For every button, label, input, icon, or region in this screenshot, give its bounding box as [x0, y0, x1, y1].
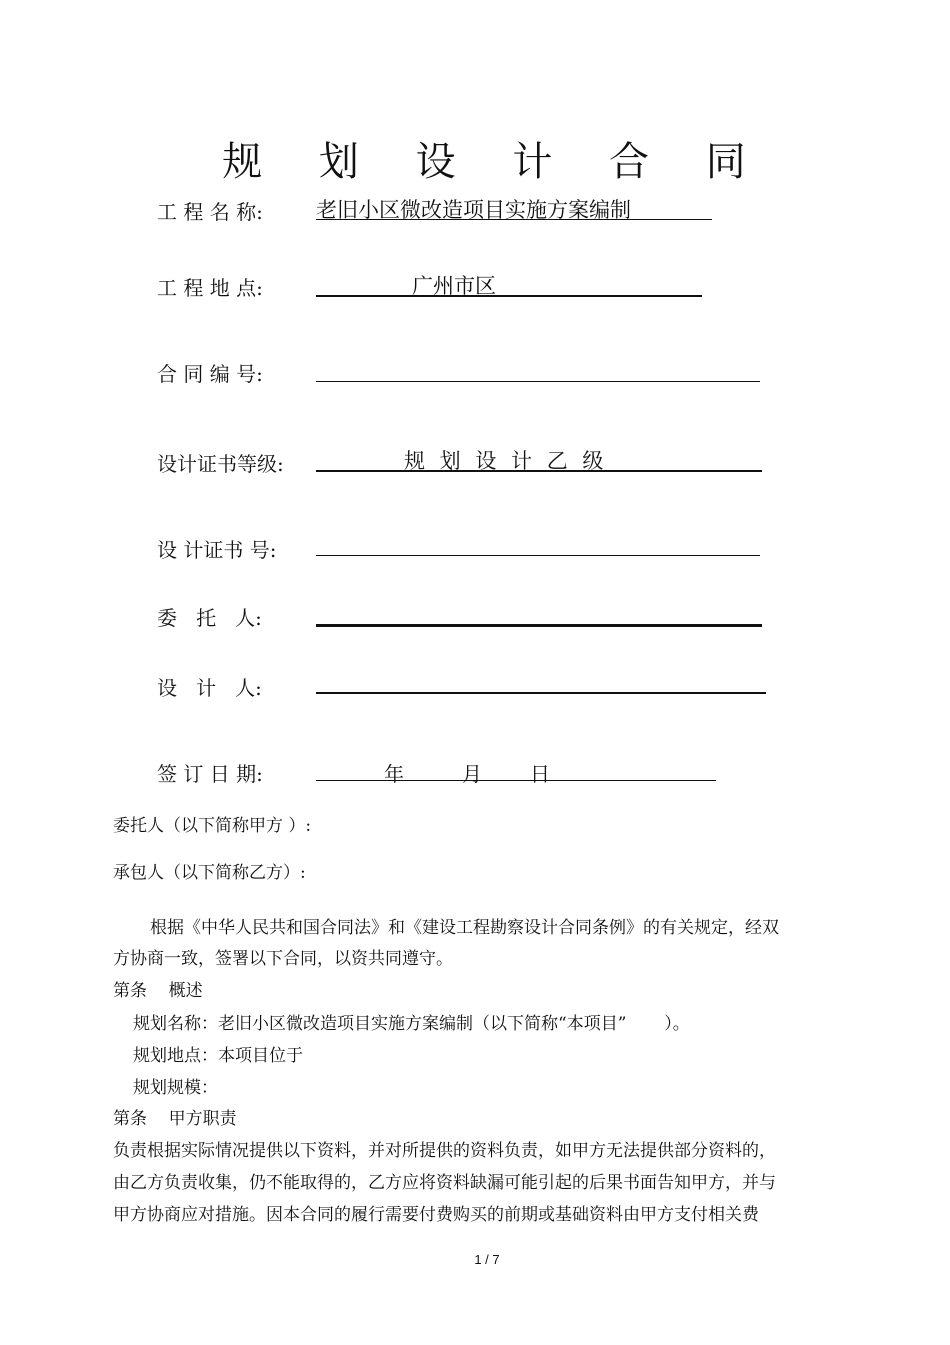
preamble-line-1: 根据《中华人民共和国合同法》和《建设工程勘察设计合同条例》的有关规定，经双: [150, 918, 779, 938]
article-2-para-line-3: 甲方协商应对措施。因本合同的履行需要付费购买的前期或基础资料由甲方支付相关费: [113, 1205, 759, 1225]
sign-date-year: 年: [384, 762, 404, 786]
location-value: 广州市区: [412, 274, 496, 298]
article-1-name: 规划名称：老旧小区微改造项目实施方案编制（以下简称“本项目” ）。: [133, 1014, 690, 1034]
designer-underline: [316, 692, 766, 694]
article-2-para-line-2: 由乙方负责收集，仍不能取得的，乙方应将资料缺漏可能引起的后果书面告知甲方，并与: [113, 1173, 776, 1193]
party-a-line: 委托人（以下简称甲方 ）:: [113, 816, 312, 836]
article-1-title: 第条 概述: [113, 981, 203, 1001]
contract-no-underline: [316, 381, 760, 382]
article-1-scale: 规划规模：: [133, 1078, 218, 1098]
cert-level-underline: [316, 470, 762, 472]
location-underline: [316, 295, 702, 297]
location-label: 工 程 地 点:: [157, 276, 263, 300]
client-label: 委 托 人:: [157, 606, 262, 630]
designer-label: 设 计 人:: [157, 676, 262, 700]
project-name-value: 老旧小区微改造项目实施方案编制: [316, 198, 631, 222]
page-number: 1 / 7: [474, 1252, 500, 1267]
cert-no-underline: [316, 555, 760, 556]
party-b-line: 承包人（以下简称乙方）:: [113, 863, 306, 883]
client-underline: [316, 624, 762, 627]
sign-date-label: 签 订 日 期:: [157, 762, 263, 786]
sign-date-underline: [316, 780, 716, 781]
page-title: 规 划 设 计 合 同: [222, 139, 768, 185]
project-name-underline: [316, 219, 712, 220]
sign-date-month: 月: [462, 762, 482, 786]
cert-level-label: 设计证书等级:: [157, 452, 284, 476]
cert-no-label: 设 计证书 号:: [157, 538, 277, 562]
cert-level-value: 规 划 设 计 乙 级: [404, 449, 608, 473]
contract-no-label: 合 同 编 号:: [157, 362, 263, 386]
article-2-para-line-1: 负责根据实际情况提供以下资料，并对所提供的资料负责，如甲方无法提供部分资料的，: [113, 1141, 776, 1161]
article-2-title: 第条 甲方职责: [113, 1109, 237, 1129]
article-1-location: 规划地点：本项目位于: [133, 1046, 303, 1066]
preamble-line-2: 方协商一致，签署以下合同，以资共同遵守。: [113, 949, 453, 969]
project-name-label: 工 程 名 称:: [157, 200, 263, 224]
sign-date-day: 日: [530, 762, 550, 786]
